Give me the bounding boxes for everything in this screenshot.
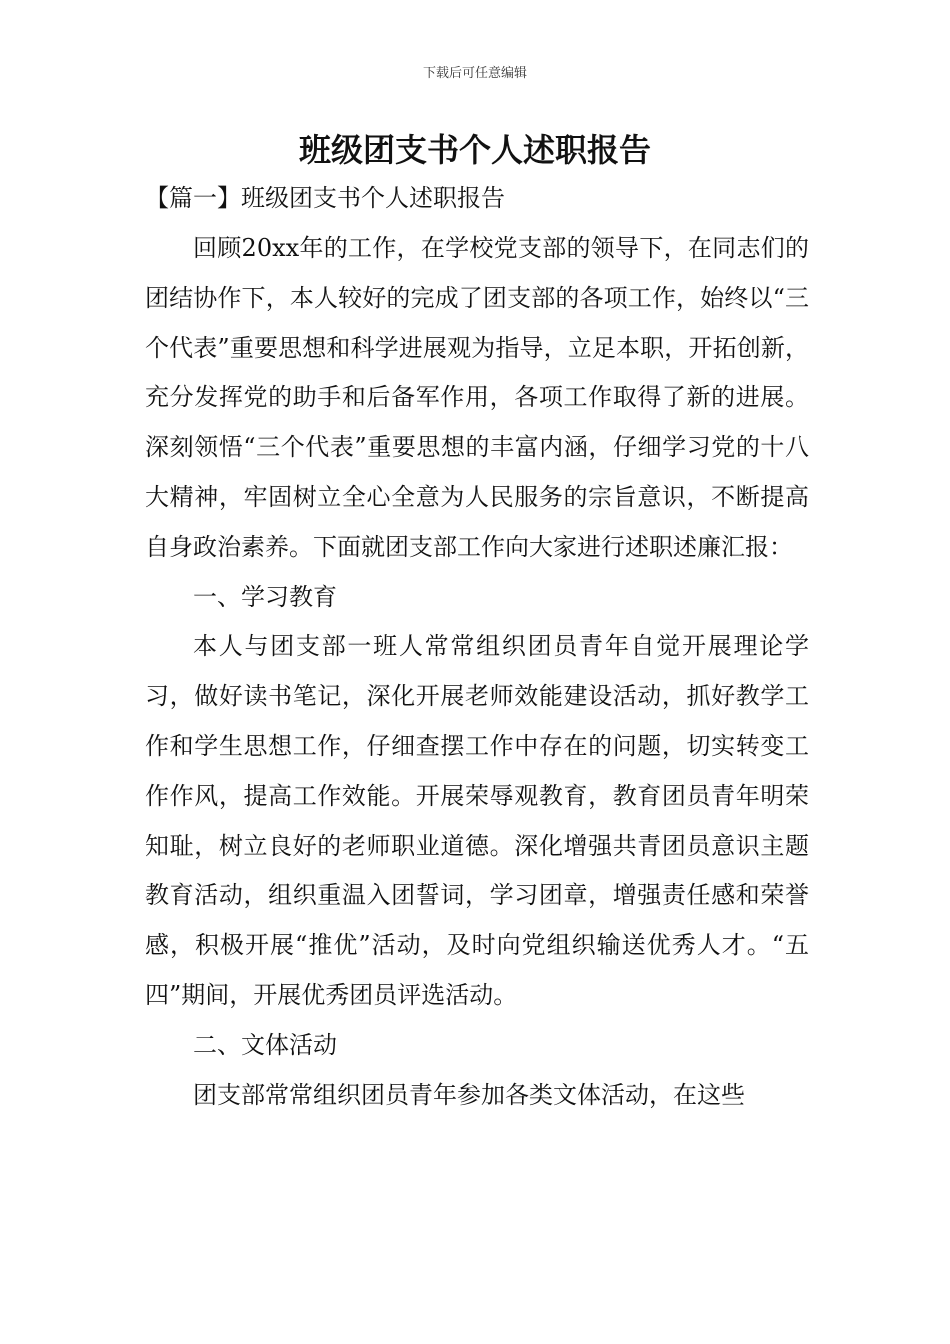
section-label: 【篇一】班级团支书个人述职报告: [145, 184, 505, 212]
paragraph-intro: 回顾20xx年的工作，在学校党支部的领导下，在同志们的团结协作下，本人较好的完成了团支部的各项工作，始终以“三个代表”重要思想和科学进展观为指导，立足本职，开拓创新，充分发挥党的助手和后备军作用，各项工作取得了新的进展。深刻领悟“三个代表”重要思想的丰富内涵，仔细学习党的十八大精神，牢固树立全心全意为人民服务的宗旨意识，不断提高自身政治素养。下面就团支部工作向大家进行述职述廉汇报：: [145, 234, 809, 561]
document-title: 班级团支书个人述职报告: [298, 131, 651, 169]
paragraph-study-education: 本人与团支部一班人常常组织团员青年自觉开展理论学习，做好读书笔记，深化开展老师效能建设活动，抓好教学工作和学生思想工作，仔细查摆工作中存在的问题，切实转变工作作风，提高工作效能。开展荣辱观教育，教育团员青年明荣知耻，树立良好的老师职业道德。深化增强共青团员意识主题教育活动，组织重温入团誓词，学习团章，增强责任感和荣誉感，积极开展“推优”活动，及时向党组织输送优秀人才。“五四”期间，开展优秀团员评选活动。: [145, 632, 809, 1009]
heading-study-education: 一、学习教育: [193, 582, 337, 611]
paragraph-sports-activities: 团支部常常组织团员青年参加各类文体活动，在这些: [193, 1080, 745, 1109]
heading-sports-activities: 二、文体活动: [193, 1030, 337, 1059]
document-body: [145, 224, 809, 1120]
header-note: 下载后可任意编辑: [422, 66, 527, 81]
